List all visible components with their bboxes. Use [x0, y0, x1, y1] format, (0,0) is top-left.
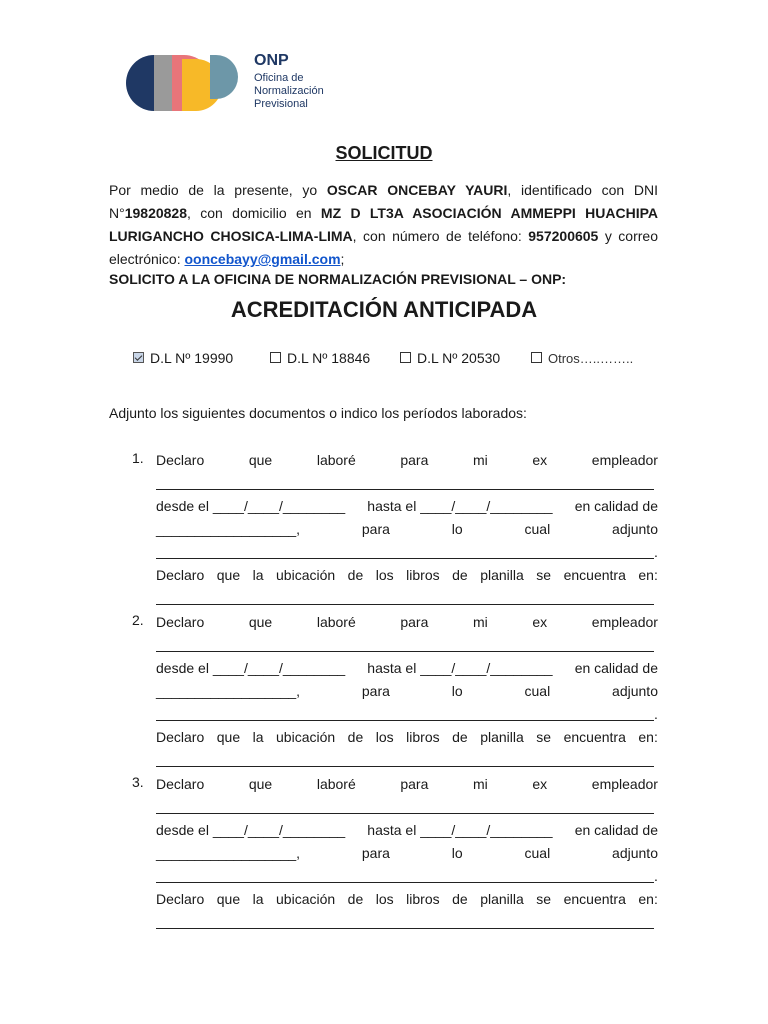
form-word: en calidad de — [574, 822, 658, 838]
declaration-row-employer — [156, 610, 658, 630]
checkbox-icon[interactable] — [270, 352, 281, 363]
intro-text: , con domicilio en — [187, 205, 321, 221]
form-word: hasta el ____/____/________ — [367, 498, 553, 514]
form-word: Declaro — [156, 567, 205, 583]
form-word: ex — [532, 452, 548, 468]
document-title: SOLICITUD — [335, 143, 433, 163]
form-word: lo — [451, 845, 463, 861]
declaration-row-employer — [156, 448, 658, 468]
form-word: la — [252, 729, 264, 745]
form-word: Declaro — [156, 776, 205, 792]
logo-name-line: Previsional — [254, 98, 308, 110]
form-word: de — [347, 567, 364, 583]
employer-blank-line[interactable] — [156, 651, 654, 652]
intro-text: , con número de teléfono: — [352, 228, 529, 244]
form-word: se — [536, 567, 552, 583]
form-word: lo — [451, 521, 463, 537]
form-word: encuentra — [563, 567, 626, 583]
declaration-row-dates — [156, 656, 658, 676]
form-word: desde el ____/____/________ — [156, 498, 346, 514]
form-word: para — [400, 776, 429, 792]
documents-blank-line[interactable] — [156, 882, 654, 883]
form-word: en calidad de — [574, 660, 658, 676]
intro-text: Por medio de la presente, yo — [109, 182, 327, 198]
logo-brand: ONP — [254, 52, 289, 69]
form-word: se — [536, 729, 552, 745]
option-label: D.L Nº 19990 — [150, 350, 234, 366]
logo-text — [254, 52, 324, 111]
intro-text: y correo electrónico: — [109, 228, 658, 267]
form-word: cual — [524, 845, 551, 861]
form-word: __________________, — [156, 521, 301, 537]
logo-shape-teal — [210, 55, 238, 99]
form-word: ubicación — [276, 567, 336, 583]
main-title: ACREDITACIÓN ANTICIPADA — [230, 297, 538, 322]
form-word: __________________, — [156, 683, 301, 699]
form-word: Declaro — [156, 614, 205, 630]
phone-number: 957200605 — [528, 228, 599, 244]
line-period: . — [654, 868, 658, 884]
form-word: desde el ____/____/________ — [156, 822, 346, 838]
form-word: laboré — [316, 452, 356, 468]
declaration-row-dates — [156, 494, 658, 514]
form-word: adjunto — [612, 845, 658, 861]
form-word: que — [216, 729, 241, 745]
form-word: que — [216, 567, 241, 583]
item-number: 1. — [132, 450, 144, 466]
location-blank-line[interactable] — [156, 604, 654, 605]
form-word: mi — [473, 614, 488, 630]
form-word: cual — [524, 683, 551, 699]
checkbox-checked-icon[interactable] — [133, 352, 144, 363]
onp-logo — [124, 53, 364, 113]
logo-shape-gray — [154, 55, 172, 111]
form-word: planilla — [480, 729, 524, 745]
form-word: para — [400, 614, 429, 630]
form-word: libros — [406, 729, 440, 745]
employer-blank-line[interactable] — [156, 489, 654, 490]
logo-shape-navy — [126, 55, 154, 111]
form-word: laboré — [316, 776, 356, 792]
declaration-row-dates — [156, 818, 658, 838]
employer-blank-line[interactable] — [156, 813, 654, 814]
form-word: ubicación — [276, 891, 336, 907]
form-word: empleador — [591, 614, 658, 630]
form-word: encuentra — [563, 891, 626, 907]
solicito-heading: SOLICITO A LA OFICINA DE NORMALIZACIÓN PREVISIONAL – ONP: — [109, 271, 567, 287]
form-word: en: — [638, 891, 658, 907]
form-word: __________________, — [156, 845, 301, 861]
declaration-row-location — [156, 887, 658, 907]
option-label: Otros…..…….. — [548, 351, 634, 366]
form-word: en calidad de — [574, 498, 658, 514]
form-word: libros — [406, 891, 440, 907]
form-word: Declaro — [156, 729, 205, 745]
intro-text: , identificado con DNI N° — [109, 182, 659, 221]
form-word: planilla — [480, 567, 524, 583]
item-number: 2. — [132, 612, 144, 628]
form-word: adjunto — [612, 683, 658, 699]
declaration-row-employer — [156, 772, 658, 792]
form-word: que — [216, 891, 241, 907]
form-word: los — [375, 891, 394, 907]
form-word: de — [452, 567, 468, 583]
intro-paragraph — [109, 179, 658, 271]
form-word: para — [400, 452, 429, 468]
logo-name-line: Normalización — [254, 85, 324, 97]
form-word: los — [375, 567, 394, 583]
form-word: lo — [451, 683, 463, 699]
form-word: en: — [638, 729, 658, 745]
location-blank-line[interactable] — [156, 766, 654, 767]
checkbox-icon[interactable] — [531, 352, 542, 363]
declaration-row-capacity — [156, 517, 658, 537]
documents-blank-line[interactable] — [156, 720, 654, 721]
form-word: que — [248, 776, 273, 792]
form-word: adjunto — [612, 521, 658, 537]
form-word: planilla — [480, 891, 524, 907]
option-otros[interactable] — [531, 350, 633, 366]
line-period: . — [654, 544, 658, 560]
form-word: se — [536, 891, 552, 907]
applicant-name: OSCAR ONCEBAY YAURI — [326, 182, 508, 198]
form-word: de — [347, 891, 364, 907]
form-word: la — [252, 567, 264, 583]
documents-blank-line[interactable] — [156, 558, 654, 559]
intro-text: ; — [340, 251, 345, 267]
adjunto-text: Adjunto los siguientes documentos o indico los períodos laborados: — [109, 405, 527, 421]
form-word: ex — [532, 614, 548, 630]
logo-name-line: Oficina de — [254, 72, 304, 84]
form-word: que — [248, 614, 273, 630]
form-word: para — [361, 845, 390, 861]
form-word: desde el ____/____/________ — [156, 660, 346, 676]
option-label: D.L Nº 18846 — [287, 350, 371, 366]
form-word: ex — [532, 776, 548, 792]
item-number: 3. — [132, 774, 144, 790]
dni-number: 19820828 — [124, 205, 188, 221]
form-word: hasta el ____/____/________ — [367, 660, 553, 676]
form-word: mi — [473, 452, 488, 468]
form-word: hasta el ____/____/________ — [367, 822, 553, 838]
option-dl-19990[interactable] — [133, 350, 233, 366]
form-word: libros — [406, 567, 440, 583]
checkbox-icon[interactable] — [400, 352, 411, 363]
form-word: cual — [524, 521, 551, 537]
form-word: para — [361, 521, 390, 537]
form-word: Declaro — [156, 452, 205, 468]
declaration-row-location — [156, 725, 658, 745]
form-word: mi — [473, 776, 488, 792]
address: MZ D LT3A ASOCIACIÓN AMMEPPI HUACHIPA LURIGANCHO CHOSICA-LIMA-LIMA — [109, 205, 659, 244]
form-word: de — [452, 891, 468, 907]
form-word: los — [375, 729, 394, 745]
form-word: empleador — [591, 776, 658, 792]
option-label: D.L Nº 20530 — [417, 350, 501, 366]
form-word: laboré — [316, 614, 356, 630]
form-word: para — [361, 683, 390, 699]
option-dl-20530[interactable] — [400, 350, 500, 366]
email-link[interactable]: ooncebayy@gmail.com — [184, 251, 341, 267]
form-word: que — [248, 452, 273, 468]
location-blank-line[interactable] — [156, 928, 654, 929]
option-dl-18846[interactable] — [270, 350, 370, 366]
form-word: de — [347, 729, 364, 745]
form-word: la — [252, 891, 264, 907]
form-word: en: — [638, 567, 658, 583]
form-word: Declaro — [156, 891, 205, 907]
declaration-row-capacity — [156, 841, 658, 861]
form-word: de — [452, 729, 468, 745]
line-period: . — [654, 706, 658, 722]
declaration-row-location — [156, 563, 658, 583]
declaration-row-capacity — [156, 679, 658, 699]
form-word: encuentra — [563, 729, 626, 745]
form-word: ubicación — [276, 729, 336, 745]
form-word: empleador — [591, 452, 658, 468]
